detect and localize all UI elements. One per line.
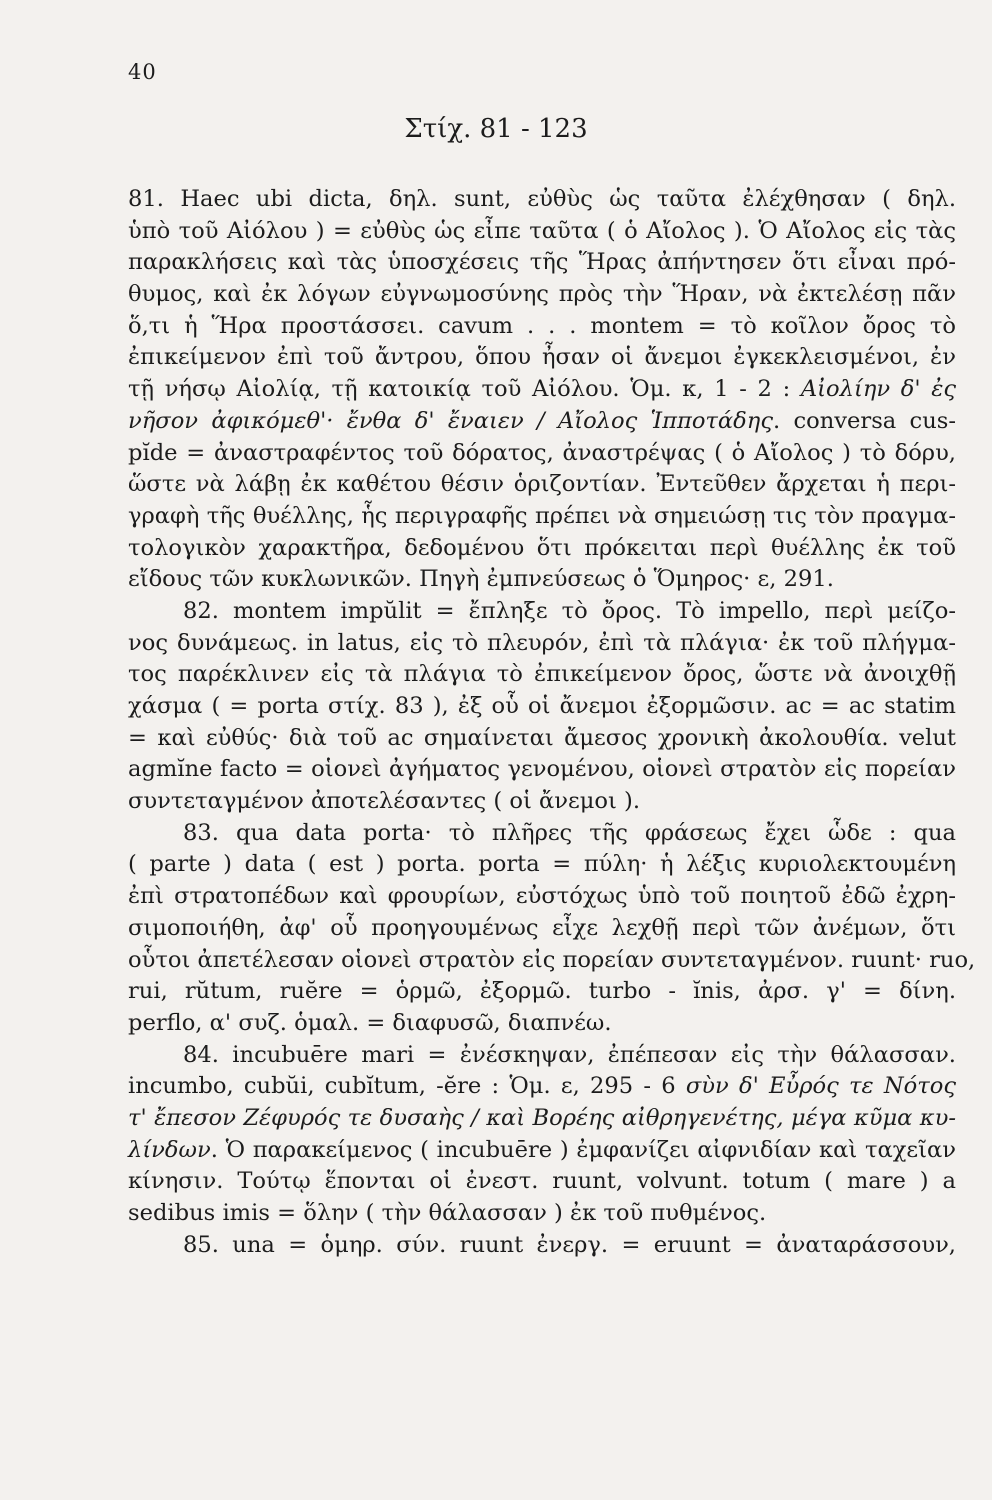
text-line (128, 1071, 956, 1103)
page-number: 40 (128, 60, 157, 84)
text-line (128, 406, 956, 438)
italic-quotation: Αἰολίην δ' ἐς (800, 376, 957, 403)
text-line (128, 723, 956, 755)
text-segment: συντεταγμένον ἀποτελέσαντες ( οἱ ἄνεμοι ). (128, 788, 641, 815)
text-line (128, 374, 956, 406)
text-line (128, 754, 956, 786)
text-segment: 84. incubuēre mari = ἐνέσκηψαν, ἐπέπεσαν εἰς τὴν θάλασσαν. (183, 1041, 956, 1068)
text-line (128, 945, 976, 977)
text-segment: θυμος, καὶ ἐκ λόγων εὐγνωμοσύνης πρὸς τὴν Ἥραν, νὰ ἐκτελέσῃ πᾶν (128, 281, 956, 308)
text-line (128, 691, 956, 723)
text-line (128, 1008, 956, 1040)
text-line (128, 247, 956, 279)
text-line (128, 1166, 956, 1198)
text-line (128, 533, 956, 565)
text-segment: 85. una = ὁμηρ. σύν. ruunt ἐνεργ. = eruunt = ἀναταράσσουν, (183, 1231, 956, 1258)
text-segment: . Ὁ παρακείμενος ( incubuēre ) ἐμφανίζει αἰφνιδίαν καὶ ταχεῖαν (210, 1136, 956, 1163)
text-line (128, 311, 956, 343)
text-line (128, 628, 956, 660)
text-line (128, 342, 956, 374)
text-segment: νος δυνάμεως. in latus, εἰς τὸ πλευρόν, ἐπὶ τὰ πλάγια· ἐκ τοῦ πλήγμα- (128, 629, 956, 656)
italic-quotation: σὺν δ' Εὖρός τε Νότος (685, 1073, 957, 1100)
text-segment: τῇ νήσῳ Αἰολίᾳ, τῇ κατοικίᾳ τοῦ Αἰόλου. Ὁμ. κ, 1 - 2 : (128, 376, 801, 403)
section-heading: Στίχ. 81 - 123 (404, 114, 588, 144)
text-segment: τος παρέκλινεν εἰς τὰ πλάγια τὸ ἐπικείμενον ὄρος, ὥστε νὰ ἀνοιχθῇ (128, 661, 956, 688)
text-segment: rui, rŭtum, ruĕre = ὁρμῶ, ἐξορμῶ. turbo - ĭnis, ἀρσ. γ' = δίνη. (128, 978, 956, 1005)
text-segment: σιμοποιήθη, ἀφ' οὗ προηγουμένως εἶχε λεχθῇ περὶ τῶν ἀνέμων, ὅτι (128, 914, 956, 941)
text-line (128, 849, 956, 881)
text-line (128, 1135, 956, 1167)
text-line (128, 564, 956, 596)
text-segment: ἐπὶ στρατοπέδων καὶ φρουρίων, εὐστόχως ὑπὸ τοῦ ποιητοῦ ἐδῶ ἐχρη- (128, 883, 956, 910)
text-line (128, 184, 956, 216)
text-segment: ἐπικείμενον ἐπὶ τοῦ ἄντρου, ὅπου ἦσαν οἱ ἄνεμοι ἐγκεκλεισμένοι, ἐν (128, 344, 956, 371)
text-segment: agmĭne facto = οἱονεὶ ἀγήματος γενομένου, οἱονεὶ στρατὸν εἰς πορείαν (128, 756, 956, 783)
text-line (128, 1040, 956, 1072)
text-segment: = καὶ εὐθύς· διὰ τοῦ ac σημαίνεται ἄμεσος χρονικὴ ἀκολουθία. velut (128, 724, 956, 751)
text-line (128, 501, 956, 533)
text-segment: ὑπὸ τοῦ Αἰόλου ) = εὐθὺς ὡς εἶπε ταῦτα ( ὁ Αἴολος ). Ὁ Αἴολος εἰς τὰς (128, 217, 956, 244)
text-line (128, 1103, 956, 1135)
text-line (128, 216, 956, 248)
text-segment: incumbo, cubŭi, cubĭtum, -ĕre : Ὁμ. ε, 295 - 6 (128, 1073, 686, 1100)
text-segment: τολογικὸν χαρακτῆρα, δεδομένου ὅτι πρόκειται περὶ θυέλλης ἐκ τοῦ (128, 534, 956, 561)
text-segment: γραφὴ τῆς θυέλλης, ἧς περιγραφῆς πρέπει νὰ σημειώσῃ τις τὸν πραγμα- (128, 502, 956, 529)
commentary-body (128, 184, 976, 1261)
text-line (128, 913, 956, 945)
text-segment: ( parte ) data ( est ) porta. porta = πύλη· ἡ λέξις κυριολεκτουμένη (128, 851, 956, 878)
text-segment: ὅ,τι ἡ Ἥρα προστάσσει. cavum . . . montem = τὸ κοῖλον ὄρος τὸ (128, 312, 956, 339)
text-line (128, 1198, 956, 1230)
text-line (128, 976, 956, 1008)
italic-quotation: νῆσον ἀφικόμεθ'· ἔνθα δ' ἔναιεν / Αἴολος Ἱπποτάδης (128, 407, 773, 434)
italic-quotation: τ' ἔπεσον Ζέφυρός τε δυσαὴς / καὶ Βορέης αἰθρηγενέτης, μέγα κῦμα κυ- (128, 1104, 956, 1131)
text-segment: ὥστε νὰ λάβῃ ἐκ καθέτου θέσιν ὁριζοντίαν. Ἐντεῦθεν ἄρχεται ἡ περι- (128, 471, 956, 498)
text-segment: 82. montem impŭlit = ἔπληξε τὸ ὄρος. Τὸ impello, περὶ μείζο- (183, 597, 956, 624)
text-segment: pĭde = ἀναστραφέντος τοῦ δόρατος, ἀναστρέψας ( ὁ Αἴολος ) τὸ δόρυ, (128, 439, 956, 466)
text-line (128, 786, 956, 818)
text-line (128, 881, 956, 913)
text-segment: χάσμα ( = porta στίχ. 83 ), ἐξ οὗ οἱ ἄνεμοι ἐξορμῶσιν. ac = ac statim (128, 693, 956, 719)
text-segment: 81. Haec ubi dicta, δηλ. sunt, εὐθὺς ὡς ταῦτα ἐλέχθησαν ( δηλ. (128, 186, 956, 212)
text-segment: οὗτοι ἀπετέλεσαν οἱονεὶ στρατὸν εἰς πορείαν συντεταγμένον. ruunt· ruo, (128, 946, 976, 973)
italic-quotation: λίνδων (128, 1136, 211, 1163)
text-line (128, 438, 956, 470)
text-line (128, 279, 956, 311)
text-segment: perflo, α' συζ. ὁμαλ. = διαφυσῶ, διαπνέω. (128, 1009, 612, 1036)
text-line (128, 818, 956, 850)
text-segment: κίνησιν. Τούτῳ ἕπονται οἱ ἐνεστ. ruunt, volvunt. totum ( mare ) a (128, 1168, 956, 1195)
text-line (128, 596, 956, 628)
text-line (128, 659, 956, 691)
text-line (128, 1230, 956, 1262)
text-segment: εἴδους τῶν κυκλωνικῶν. Πηγὴ ἐμπνεύσεως ὁ Ὅμηρος· ε, 291. (128, 566, 834, 593)
text-segment: 83. qua data porta· τὸ πλῆρες τῆς φράσεως ἔχει ὧδε : qua (183, 819, 956, 846)
text-line (128, 469, 956, 501)
text-segment: παρακλήσεις καὶ τὰς ὑποσχέσεις τῆς Ἥρας ἀπήντησεν ὅτι εἶναι πρό- (128, 249, 956, 276)
text-segment: sedibus imis = ὅλην ( τὴν θάλασσαν ) ἐκ τοῦ πυθμένος. (128, 1200, 767, 1226)
text-segment: . conversa cus- (772, 407, 956, 434)
